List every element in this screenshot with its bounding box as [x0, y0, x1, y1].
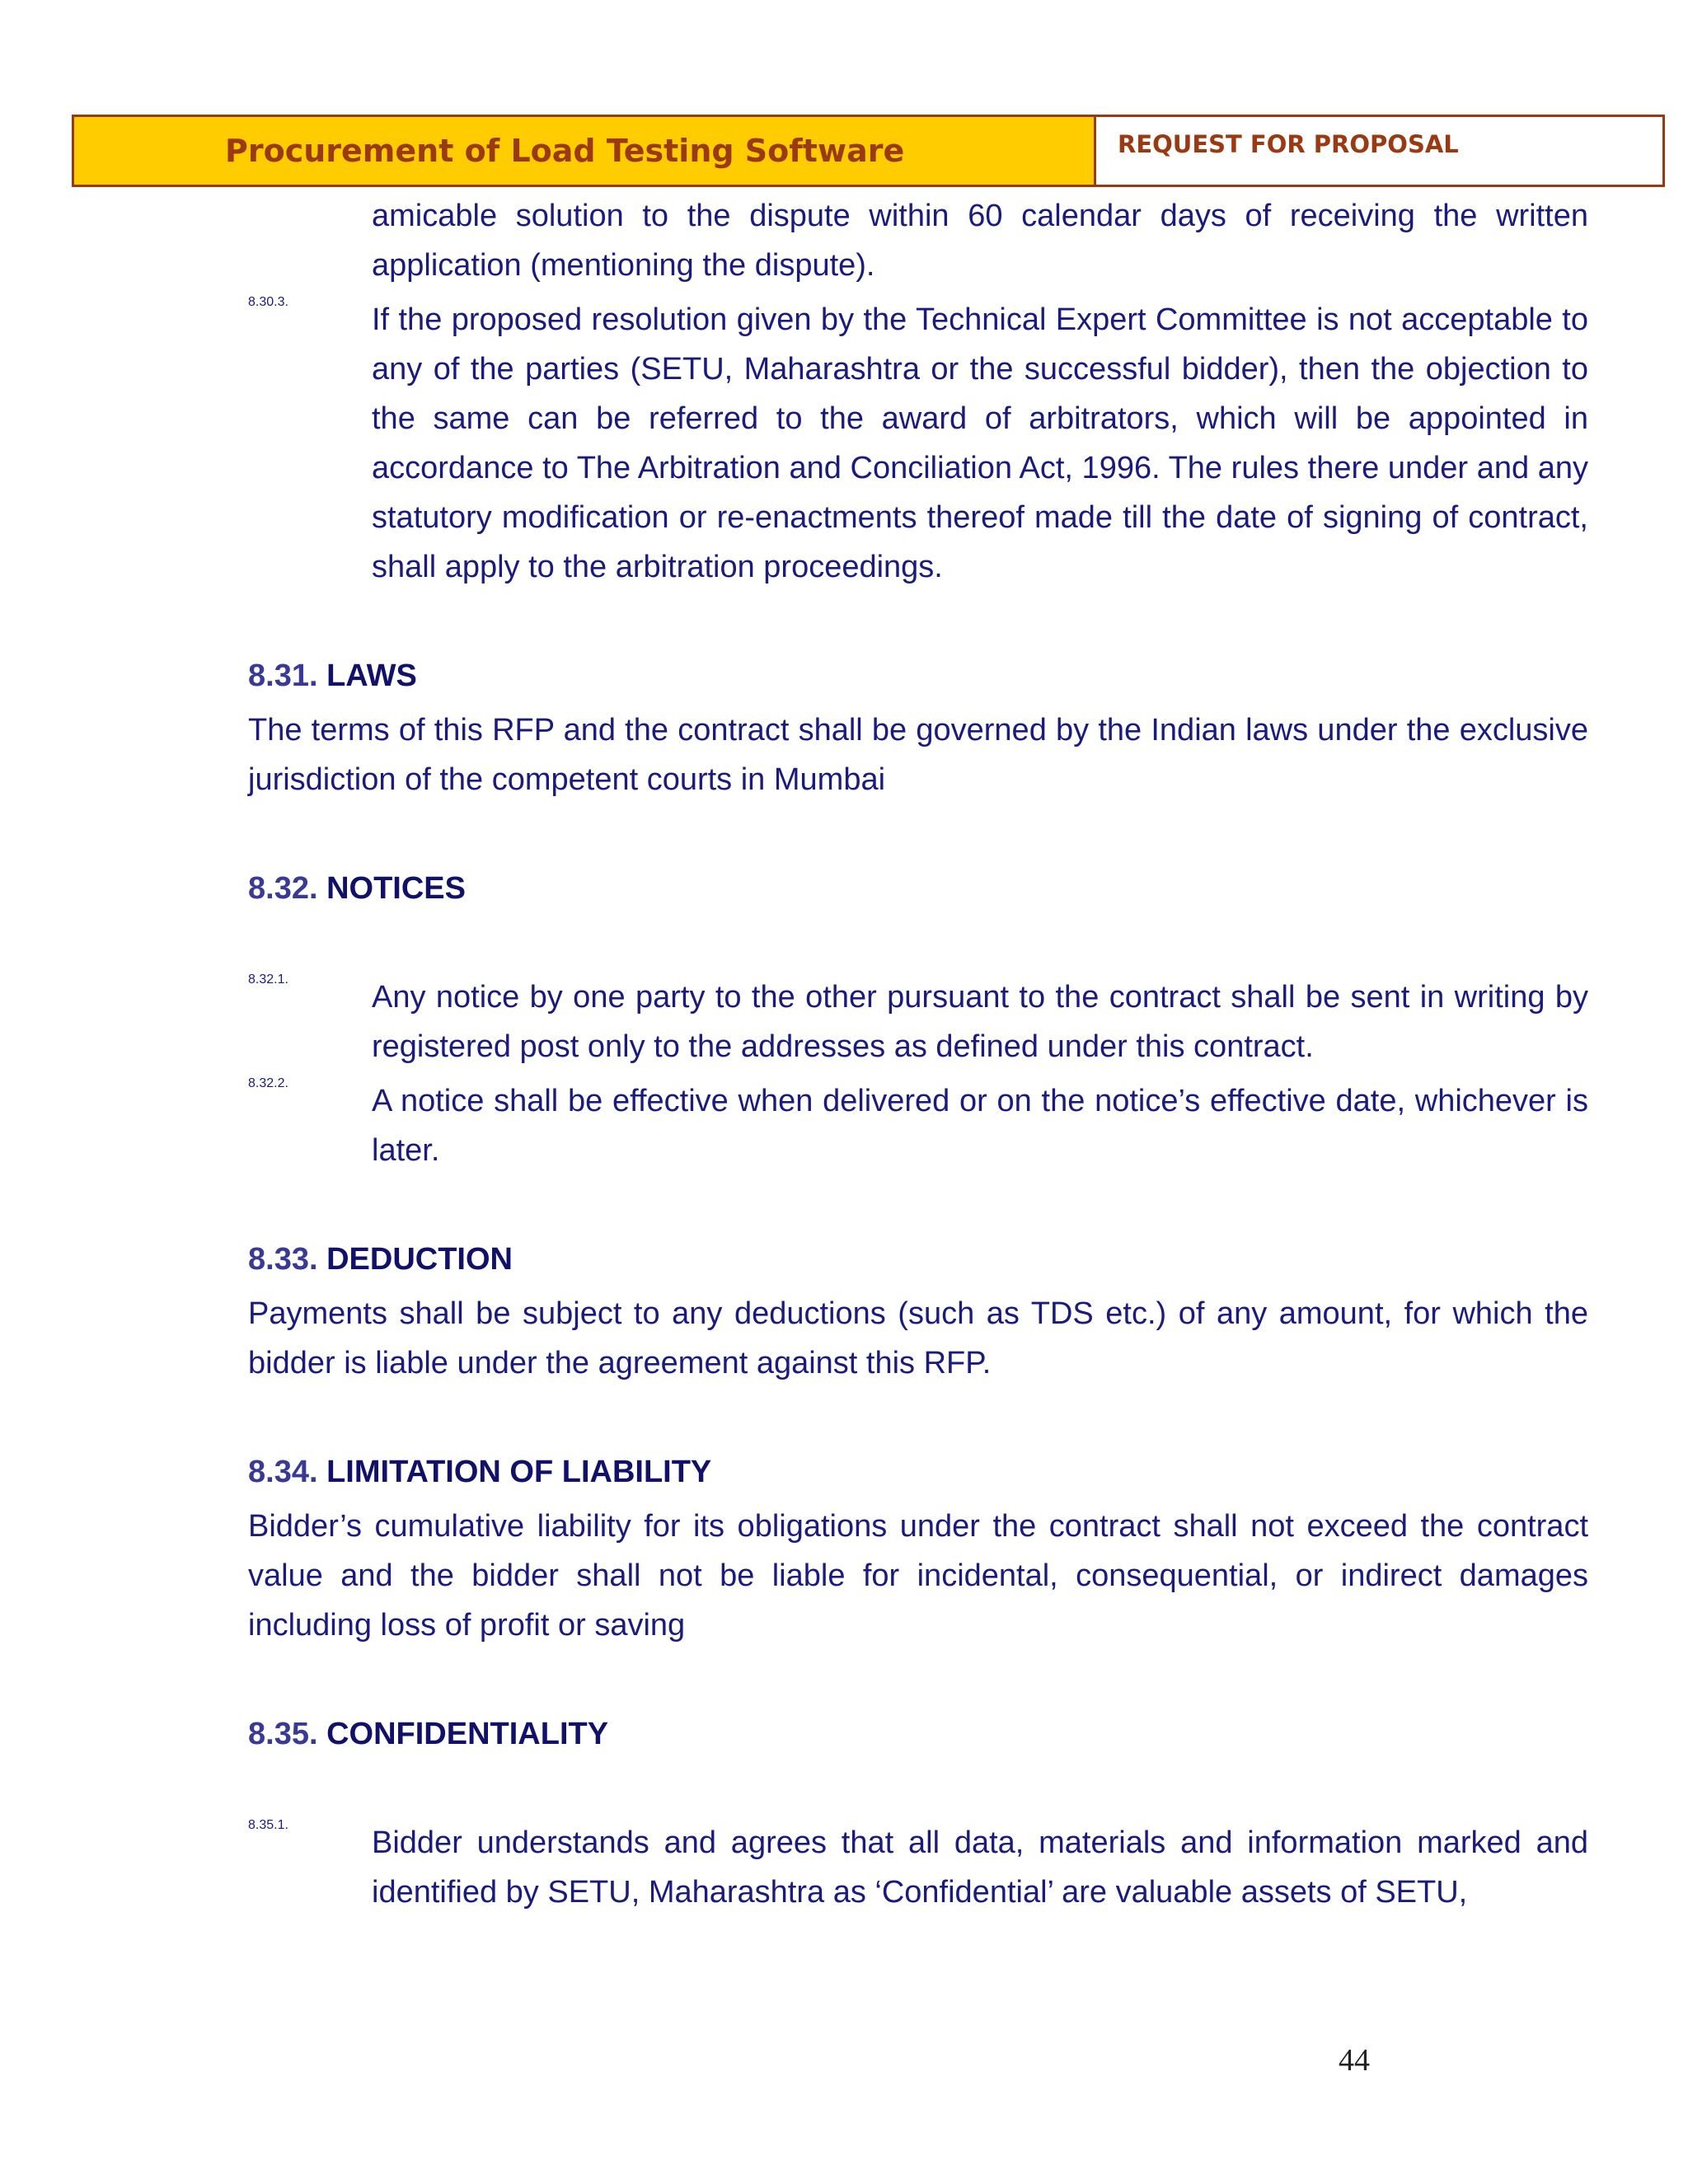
section-title: LAWS — [326, 658, 417, 693]
clause-number: 8.35.1. — [248, 1818, 288, 1832]
clause-text: A notice shall be effective when delivered or on the notice’s effective date, whichever is later. — [372, 1084, 1588, 1168]
section-title: DEDUCTION — [326, 1242, 513, 1277]
document-title: Procurement of Load Testing Software — [72, 115, 1096, 187]
section-title: NOTICES — [326, 871, 466, 906]
section-paragraph-deduction: Payments shall be subject to any deductions (such as TDS etc.) of any amount, for which the bidder is liable under the agreement against this RFP. — [248, 1296, 1588, 1380]
clause-8-30-3 — [248, 295, 1588, 592]
clause-8-35-1 — [248, 1818, 1588, 1917]
section-heading-notices — [248, 864, 1588, 913]
clause-8-32-1 — [248, 972, 1588, 1071]
section-title: LIMITATION OF LIABILITY — [326, 1455, 712, 1489]
clause-text: If the proposed resolution given by the Technical Expert Committee is not acceptable to any of the parties (SETU, Maharashtra or the successful bidder), then the objection to the same can be referred to the award of arbitrators, which will be appointed in accordance to The Arbitration and Conciliation Act, 1996. The rules there under and any statutory modification or re-enactments thereof made till the date of signing of contract, shall apply to the arbitration proceedings. — [372, 302, 1588, 584]
section-paragraph-laws: The terms of this RFP and the contract shall be governed by the Indian laws under the exclusive jurisdiction of the competent courts in Mumbai — [248, 713, 1588, 797]
section-heading-deduction — [248, 1235, 1588, 1284]
clause-text: Bidder understands and agrees that all data, materials and information marked and identified by SETU, Maharashtra as ‘Confidential’ are valuable assets of SETU, — [372, 1825, 1588, 1910]
clause-number: 8.32.1. — [248, 972, 288, 987]
clause-text: Any notice by one party to the other pursuant to the contract shall be sent in writing by registered post only to the addresses as defined under this contract. — [372, 980, 1588, 1064]
section-title: CONFIDENTIALITY — [326, 1717, 609, 1751]
document-type-label: REQUEST FOR PROPOSAL — [1096, 115, 1665, 187]
continuation-paragraph: amicable solution to the dispute within 60 calendar days of receiving the written application (mentioning the dispute). — [372, 199, 1588, 283]
section-number: 8.31. — [248, 658, 318, 693]
page-number: 44 — [1339, 2043, 1370, 2078]
section-number: 8.35. — [248, 1717, 318, 1751]
page-header — [72, 115, 1665, 187]
section-heading-confidentiality — [248, 1709, 1588, 1759]
clause-number: 8.30.3. — [248, 295, 288, 309]
clause-8-32-2 — [248, 1076, 1588, 1175]
page-content — [248, 191, 1588, 1917]
section-heading-laws — [248, 651, 1588, 701]
section-number: 8.34. — [248, 1455, 318, 1489]
clause-number: 8.32.2. — [248, 1076, 288, 1090]
section-number: 8.32. — [248, 871, 318, 906]
section-heading-limitation-of-liability — [248, 1447, 1588, 1497]
section-paragraph-limitation-of-liability: Bidder’s cumulative liability for its obligations under the contract shall not exceed the contract value and the bidder shall not be liable for incidental, consequential, or indirect damages including loss of profit or saving — [248, 1509, 1588, 1643]
section-number: 8.33. — [248, 1242, 318, 1277]
